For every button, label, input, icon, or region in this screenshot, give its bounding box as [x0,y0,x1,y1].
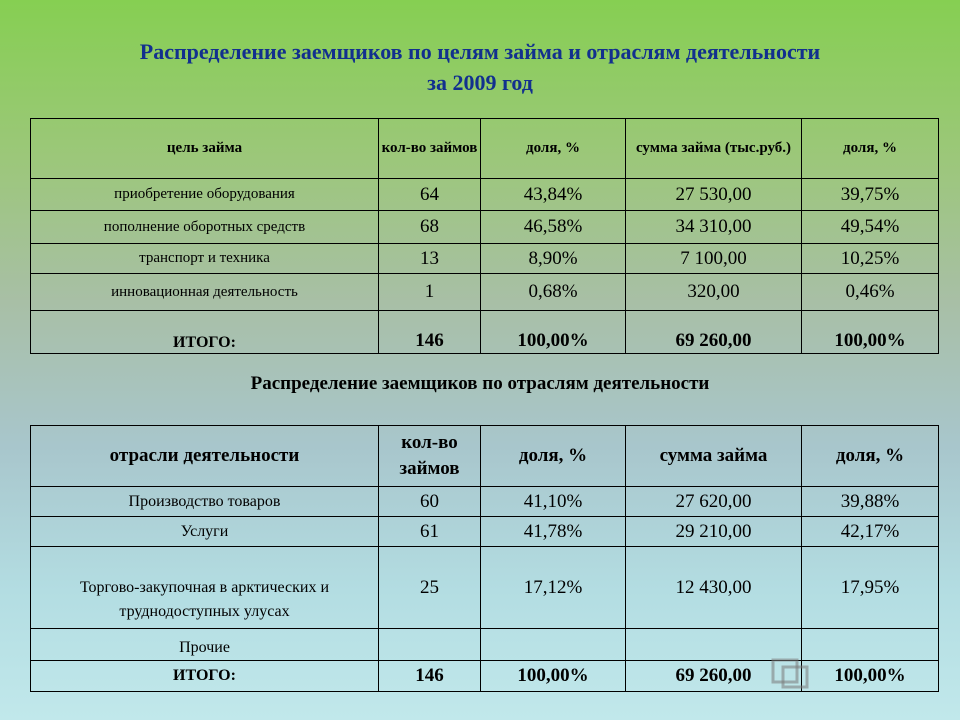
loan-purpose-table [30,118,939,354]
total-share: 100,00% [481,661,626,692]
row-share: 41,10% [481,487,626,517]
row-sum-share: 10,25% [802,244,939,274]
row-share [481,629,626,661]
row-count: 13 [379,244,481,274]
table-row [31,179,939,211]
total-sum-share: 100,00% [802,311,939,354]
row-share: 43,84% [481,179,626,211]
table1-total-row [31,311,939,354]
row-share: 41,78% [481,517,626,547]
row-label: Производство товаров [31,487,379,517]
row-share: 46,58% [481,211,626,244]
row-label: Прочие [31,629,379,661]
table2-header-sum: сумма займа [626,426,802,487]
total-sum-share: 100,00% [802,661,939,692]
table2-header-row [31,426,939,487]
total-label: ИТОГО: [31,661,379,692]
row-sum-share: 42,17% [802,517,939,547]
row-label: Торгово-закупочная в арктических и труднодоступных улусах [31,547,379,629]
row-share: 8,90% [481,244,626,274]
table-row [31,547,939,629]
table-row [31,244,939,274]
row-count [379,629,481,661]
total-count: 146 [379,311,481,354]
total-sum: 69 260,00 [626,311,802,354]
row-count: 61 [379,517,481,547]
row-sum-share: 49,54% [802,211,939,244]
table-row [31,211,939,244]
row-label: инновационная деятельность [31,274,379,311]
row-sum: 12 430,00 [626,547,802,629]
total-sum: 69 260,00 [626,661,802,692]
row-label: приобретение оборудования [31,179,379,211]
watermark-logo-icon [770,656,810,690]
total-label: ИТОГО: [31,311,379,354]
table-row [31,517,939,547]
row-sum: 27 530,00 [626,179,802,211]
total-share: 100,00% [481,311,626,354]
table-row [31,274,939,311]
table1-header-purpose: цель займа [31,119,379,179]
table2-header-share: доля, % [481,426,626,487]
table1-header-row [31,119,939,179]
row-count: 60 [379,487,481,517]
row-sum: 7 100,00 [626,244,802,274]
row-label: Услуги [31,517,379,547]
table1-header-count: кол-во займов [379,119,481,179]
row-sum: 34 310,00 [626,211,802,244]
row-sum-share: 17,95% [802,547,939,629]
total-count: 146 [379,661,481,692]
table1-header-sum: сумма займа (тыс.руб.) [626,119,802,179]
row-sum-share: 0,46% [802,274,939,311]
row-sum: 27 620,00 [626,487,802,517]
row-sum-share [802,629,939,661]
table-row [31,487,939,517]
row-sum-share: 39,88% [802,487,939,517]
table1-header-share: доля, % [481,119,626,179]
row-sum-share: 39,75% [802,179,939,211]
row-share: 0,68% [481,274,626,311]
row-count: 1 [379,274,481,311]
row-label: транспорт и техника [31,244,379,274]
table2-header-count: кол-во займов [379,426,481,487]
main-title-line1: Распределение заемщиков по целям займа и отраслям деятельности [139,39,821,64]
row-count: 25 [379,547,481,629]
table1-header-sum-share: доля, % [802,119,939,179]
industry-table [30,425,939,692]
row-count: 68 [379,211,481,244]
row-label: пополнение оборотных средств [31,211,379,244]
table2-header-industry: отрасли деятельности [31,426,379,487]
table2-header-sum-share: доля, % [802,426,939,487]
row-count: 64 [379,179,481,211]
row-sum: 29 210,00 [626,517,802,547]
row-sum: 320,00 [626,274,802,311]
main-title-line2: за 2009 год [427,70,533,95]
row-share: 17,12% [481,547,626,629]
section-subtitle: Распределение заемщиков по отраслям деятельности [250,373,710,394]
